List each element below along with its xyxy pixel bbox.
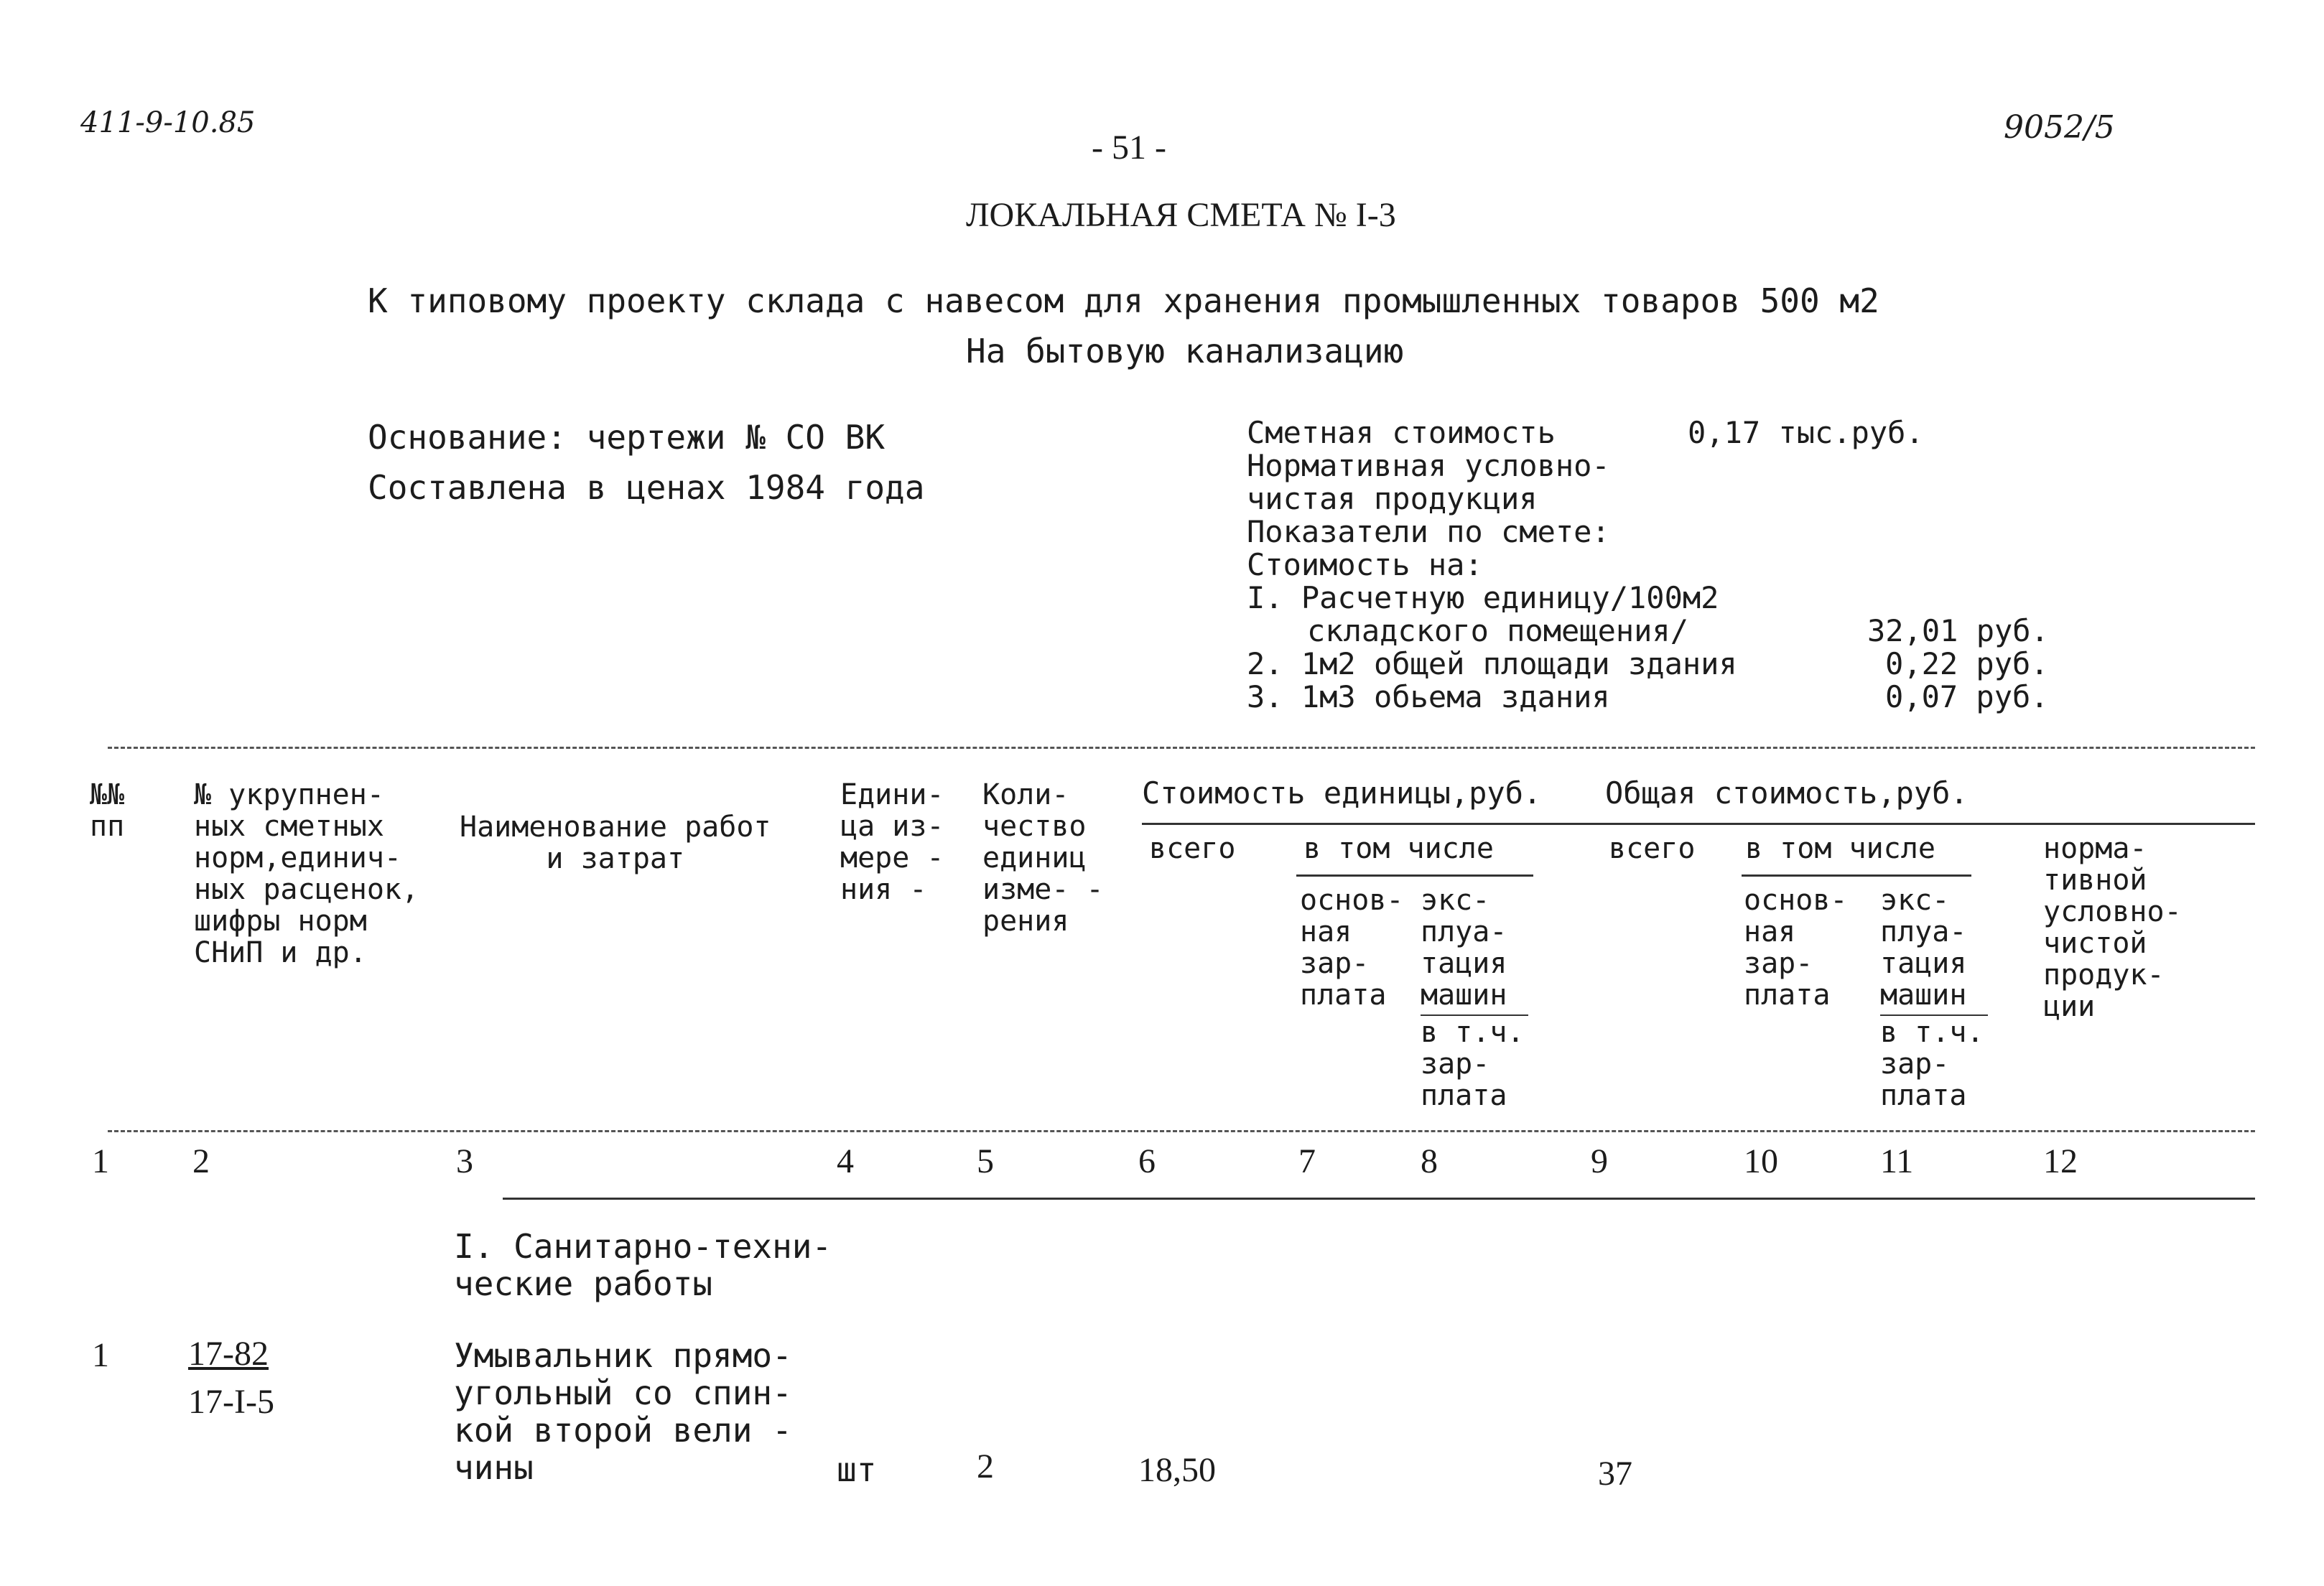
header-unit-machines: экс- плуа- тация машин [1421, 884, 1507, 1012]
column-number: 10 [1744, 1142, 1778, 1180]
header-work-name: Наименование работ и затрат [460, 811, 771, 875]
normative-label-2: чистая продукция [1247, 481, 1538, 516]
indicator-2-value: 0,22 руб. [1885, 646, 2049, 681]
header-total-cost: Общая стоимость,руб. [1605, 775, 1969, 811]
header-bottom-rule [108, 1130, 2255, 1132]
basis-line: Основание: чертежи № СО ВК [368, 418, 886, 457]
header-in-that-1: в том числе [1303, 832, 1494, 865]
total-value: 37 [1598, 1455, 1632, 1493]
sheet-number: 9052/5 [2004, 109, 2115, 146]
column-number: 8 [1421, 1142, 1438, 1180]
column-number: 3 [456, 1142, 473, 1180]
header-unit-machines-wage: в т.ч. зар- плата [1421, 1016, 1525, 1112]
header-unit-cost: Стоимость единицы,руб. [1142, 775, 1542, 811]
header-unit-wage: основ- ная зар- плата [1300, 884, 1404, 1012]
header-total-machines-wage: в т.ч. зар- плата [1880, 1016, 1984, 1112]
cost-group-rule [1142, 823, 2255, 825]
column-number: 11 [1880, 1142, 1914, 1180]
header-total-wage: основ- ная зар- плата [1744, 884, 1848, 1012]
indicator-2-label: 2. 1м2 общей площади здания [1247, 646, 1737, 681]
header-total: всего [1609, 832, 1696, 865]
cost-value: 0,17 тыс.руб. [1688, 415, 1924, 450]
header-row-number: №№ пп [90, 778, 125, 843]
subtitle-line-2: На бытовую канализацию [966, 332, 1404, 370]
norm-code-top: 17-82 [188, 1335, 269, 1373]
header-normative-product: норма- тивной условно- чистой продук- ции [2043, 832, 2182, 1023]
header-norm-codes: № укрупнен- ных сметных норм,единич- ных расценок, шифры норм СНиП и др. [194, 778, 419, 969]
cost-on-label: Стоимость на: [1247, 547, 1483, 582]
row-number: 1 [92, 1336, 109, 1374]
subtitle-line-1: К типовому проекту склада с навесом для хранения промышленных товаров 500 м2 [368, 281, 1879, 320]
column-number: 1 [92, 1142, 109, 1180]
work-name: Умывальник прямо- угольный со спин- кой второй вели - чины [454, 1336, 792, 1487]
column-number: 2 [192, 1142, 210, 1180]
indicator-1-value: 32,01 руб. [1867, 613, 2049, 648]
column-number: 6 [1138, 1142, 1156, 1180]
indicator-1-label: I. Расчетную единицу/100м2 [1247, 580, 1719, 615]
column-number: 12 [2043, 1142, 2078, 1180]
header-in-that-2: в том числе [1745, 832, 1935, 865]
prices-line: Составлена в ценах 1984 года [368, 468, 925, 507]
cost-label: Сметная стоимость [1247, 415, 1556, 450]
column-numbers-rule [503, 1198, 2255, 1200]
header-total-machines: экс- плуа- тация машин [1880, 884, 1967, 1012]
header-quantity: Коли- чество единиц изме- - рения [982, 778, 1104, 938]
header-unit: Едини- ца из- мере - ния - [840, 778, 944, 906]
document-title: ЛОКАЛЬНАЯ СМЕТА № I-3 [966, 196, 1396, 234]
unit-total-value: 18,50 [1138, 1451, 1216, 1489]
indicator-3-label: 3. 1м3 обьема здания [1247, 679, 1610, 714]
in-that-rule-1 [1296, 874, 1533, 877]
archive-code: 411-9-10.85 [80, 106, 256, 139]
quantity-value: 2 [977, 1447, 994, 1485]
table-top-rule [108, 747, 2255, 749]
norm-code-bottom: 17-I-5 [188, 1383, 274, 1421]
section-title: I. Санитарно-техни- ческие работы [454, 1227, 832, 1303]
indicators-label: Показатели по смете: [1247, 514, 1610, 549]
indicator-1-label-2: складского помещения/ [1307, 613, 1689, 648]
column-number: 5 [977, 1142, 994, 1180]
header-unit-total: всего [1149, 832, 1236, 865]
unit-value: шт [837, 1450, 877, 1489]
column-number: 7 [1298, 1142, 1316, 1180]
indicator-3-value: 0,07 руб. [1885, 679, 2049, 714]
column-number: 4 [837, 1142, 854, 1180]
in-that-rule-2 [1742, 874, 1971, 877]
column-number: 9 [1591, 1142, 1608, 1180]
page-number: - 51 - [1092, 129, 1166, 167]
normative-label-1: Нормативная условно- [1247, 448, 1610, 483]
